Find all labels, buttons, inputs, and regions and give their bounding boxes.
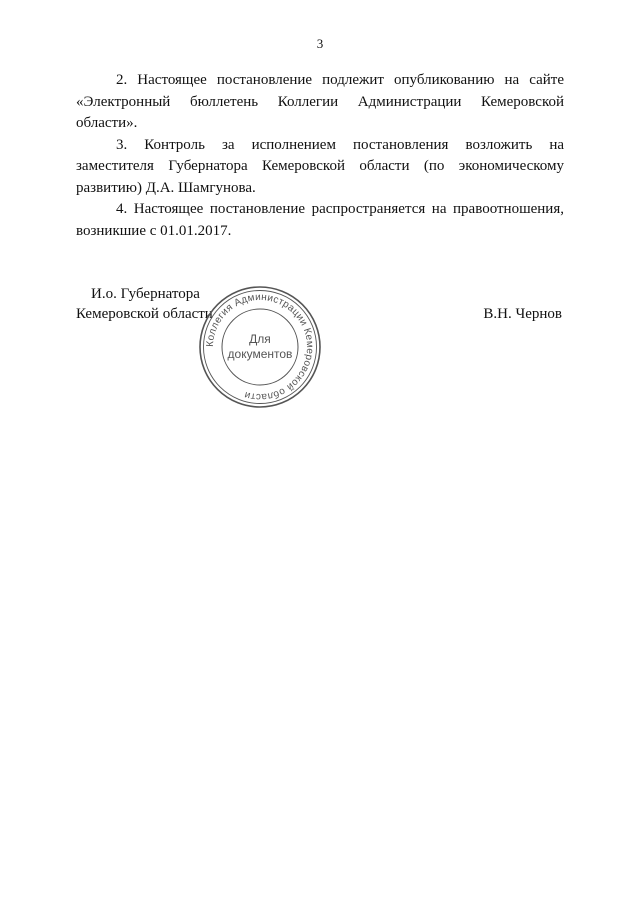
signatory-position-line-1: И.о. Губернатора xyxy=(91,286,200,302)
signatory-name: В.Н. Чернов xyxy=(483,306,562,322)
seal-ring-text: Коллегия Администрации Кемеровской области xyxy=(204,291,316,403)
document-body xyxy=(76,70,564,242)
paragraph-publication: 2. Настоящее постановление подлежит опубликованию на сайте «Электронный бюллетень Коллегии Администрации Кемеровской области». xyxy=(76,72,564,131)
signatory-position-line-2: Кемеровской области xyxy=(76,306,213,322)
paragraph-control: 3. Контроль за исполнением постановления возложить на заместителя Губернатора Кемеровской области (по экономическому развитию) Д.А. Шамгунова. xyxy=(76,136,564,196)
official-seal-stamp xyxy=(198,285,322,409)
paragraph-effective-date: 4. Настоящее постановление распространяется на правоотношения, возникшие с 01.01.2017. xyxy=(76,201,564,239)
seal-center-line-2: документов xyxy=(227,347,293,361)
page-number: 3 xyxy=(316,36,324,51)
seal-center-line-1: Для xyxy=(249,332,271,346)
